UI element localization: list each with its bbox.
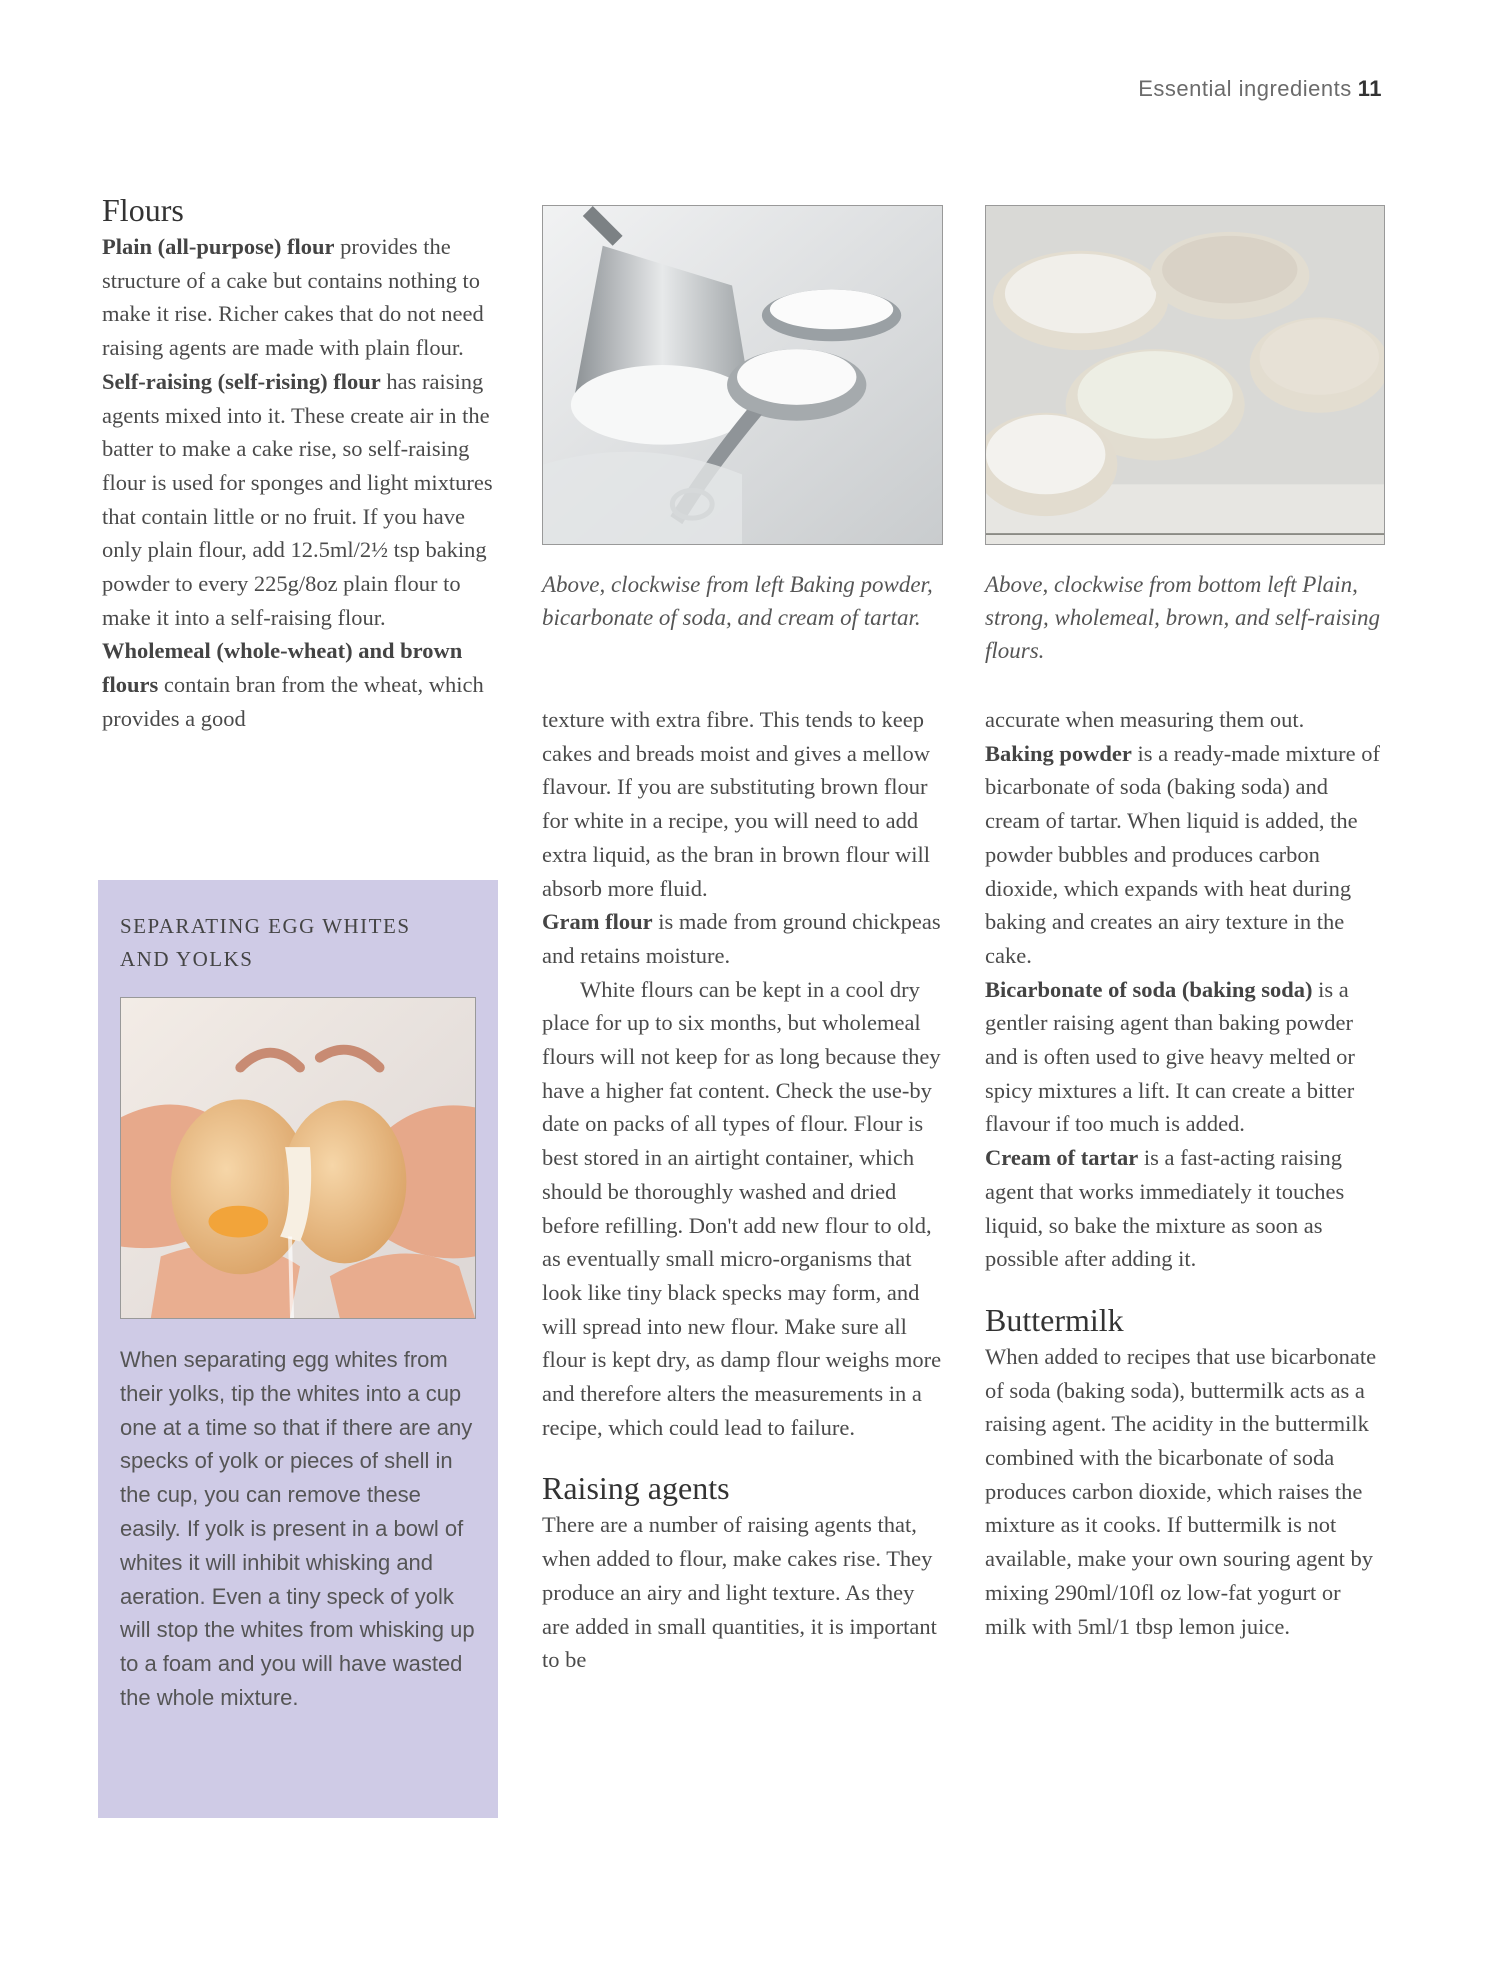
raising-agents-text: There are a number of raising agents that, when added to flour, make cakes rise. They produce an airy and light texture. As they are added in small quantities, it is important to be (542, 1512, 937, 1673)
self-raising-term: Self-raising (self-rising) flour (102, 368, 381, 394)
bicarbonate-paragraph (985, 973, 1385, 1142)
cream-of-tartar-paragraph (985, 1141, 1385, 1276)
wholemeal-paragraph (102, 634, 502, 735)
self-raising-text: has raising agents mixed into it. These create air in the batter to make a cake rise, so self-raising flour is used for sponges and light mixtures that contain little or no fruit. If you have only plain flour, add 12.5ml/2½ tsp baking powder to every 225g/8oz plain flour to make it into a self-raising flour. (102, 368, 493, 630)
boxout-title: SEPARATING EGG WHITES AND YOLKS (120, 914, 411, 971)
section-title: Essential ingredients (1138, 76, 1352, 101)
texture-paragraph: texture with extra fibre. This tends to keep cakes and breads moist and gives a mellow flavour. If you are substituting brown flour for white in a recipe, you will need to add extra liquid, as the bran in brown flour will absorb more fluid. (542, 707, 931, 901)
photo2-caption: Above, clockwise from bottom left Plain, strong, wholemeal, brown, and self-raising flours. (985, 572, 1381, 663)
page-number: 11 (1357, 76, 1382, 101)
running-header (1138, 76, 1382, 102)
wholemeal-text: contain bran from the wheat, which provides a good (102, 672, 484, 731)
gram-flour-term: Gram flour (542, 909, 653, 935)
plain-flour-text: provides the structure of a cake but contains nothing to make it rise. Richer cakes that do not need raising agents are made with plain flour. (102, 234, 484, 361)
accurate-paragraph: accurate when measuring them out. (985, 707, 1305, 732)
boxout-text: When separating egg whites from their yolks, tip the whites into a cup one at a time so that if there are any specks of yolk or pieces of shell in the cup, you can remove these easily. If yolk is present in a bowl of whites it will inhibit whisking and aeration. Even a tiny speck of yolk will stop the whites from whisking up to a foam and you will have wasted the whole mixture. (120, 1347, 475, 1710)
baking-powder-paragraph (985, 737, 1385, 973)
baking-powder-text: is a ready-made mixture of bicarbonate of soda (baking soda) and cream of tartar. When liquid is added, the powder bubbles and produces carbon dioxide, which expands with heat during baking and creates an airy texture in the cake. (985, 740, 1380, 968)
bicarbonate-text: is a gentler raising agent than baking powder and is often used to give heavy melted or spicy mixtures a lift. It can create a bitter flavour if too much is added. (985, 976, 1355, 1137)
plain-flour-term: Plain (all-purpose) flour (102, 234, 335, 259)
egg-photo (120, 997, 476, 1319)
buttermilk-heading: Buttermilk (985, 1301, 1124, 1338)
flours-heading: Flours (102, 192, 184, 228)
column-flours (102, 190, 502, 736)
photo1-caption: Above, clockwise from left Baking powder, bicarbonate of soda, and cream of tartar. (542, 572, 933, 630)
gram-flour-text: is made from ground chickpeas and retains moisture. (542, 909, 941, 968)
egg-separating-boxout (98, 880, 498, 1818)
bicarbonate-term: Bicarbonate of soda (baking soda) (985, 976, 1313, 1002)
baking-powder-term: Baking powder (985, 740, 1132, 766)
buttermilk-text: When added to recipes that use bicarbonate of soda (baking soda), buttermilk acts as a raising agent. The acidity in the buttermilk combined with the bicarbonate of soda produces carbon dioxide, which raises the mixture as it cooks. If buttermilk is not available, make your own souring agent by mixing 290ml/10fl oz low-fat yogurt or milk with 5ml/1 tbsp lemon juice. (985, 1343, 1377, 1639)
wholemeal-term: Wholemeal (whole-wheat) and brown flours (102, 638, 463, 698)
storage-paragraph: White flours can be kept in a cool dry place for up to six months, but wholemeal flours will not keep for as long because they have a higher fat content. Check the use-by date on packs of all types of flour. Flour is best stored in an airtight container, which should be thoroughly washed and dried before refilling. Don't add new flour to old, as eventually small micro-organisms that look like tiny black specks may form, and will spread into new flour. Make sure all flour is kept dry, as damp flour weighs more and therefore alters the measurements in a recipe, which could lead to failure. (542, 976, 942, 1440)
column-right (985, 703, 1385, 1643)
baking-powder-photo (542, 205, 943, 545)
self-raising-paragraph (102, 365, 502, 635)
raising-agents-heading: Raising agents (542, 1470, 730, 1507)
cream-of-tartar-term: Cream of tartar (985, 1145, 1139, 1171)
plain-flour-paragraph (102, 230, 502, 365)
column-middle (542, 703, 944, 1677)
cream-of-tartar-text: is a fast-acting raising agent that works immediately it touches liquid, so bake the mixture as soon as possible after adding it. (985, 1145, 1345, 1272)
flours-bowls-photo (985, 205, 1385, 545)
gram-flour-paragraph (542, 905, 944, 972)
